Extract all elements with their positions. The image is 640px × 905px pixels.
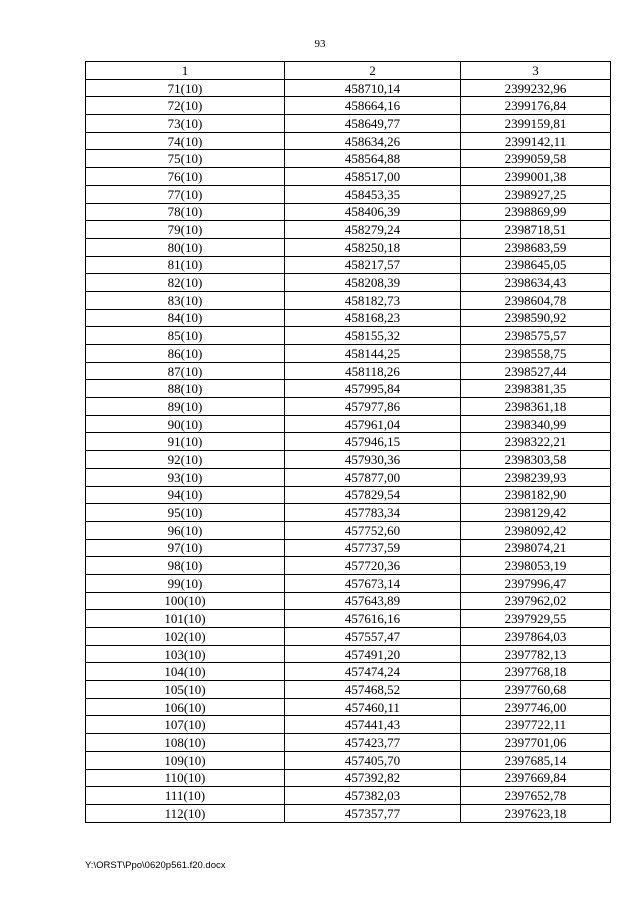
point-id-cell: 100(10) (86, 592, 285, 610)
table-row (86, 203, 611, 221)
x-coordinate-cell: 457961,04 (285, 415, 461, 433)
x-coordinate-cell: 457829,54 (285, 486, 461, 504)
point-id-cell: 75(10) (86, 150, 285, 168)
x-coordinate-cell: 457405,70 (285, 751, 461, 769)
point-id-cell: 108(10) (86, 734, 285, 752)
y-coordinate-cell: 2399176,84 (461, 97, 611, 115)
table-row (86, 557, 611, 575)
point-id-cell: 89(10) (86, 398, 285, 416)
table-row (86, 521, 611, 539)
x-coordinate-cell: 457557,47 (285, 628, 461, 646)
point-id-cell: 102(10) (86, 628, 285, 646)
table-row (86, 362, 611, 380)
point-id-cell: 101(10) (86, 610, 285, 628)
table-row (86, 804, 611, 822)
x-coordinate-cell: 457491,20 (285, 645, 461, 663)
x-coordinate-cell: 458168,23 (285, 309, 461, 327)
y-coordinate-cell: 2397768,18 (461, 663, 611, 681)
y-coordinate-cell: 2397996,47 (461, 574, 611, 592)
x-coordinate-cell: 458406,39 (285, 203, 461, 221)
point-id-cell: 103(10) (86, 645, 285, 663)
y-coordinate-cell: 2399159,81 (461, 115, 611, 133)
y-coordinate-cell: 2399142,11 (461, 132, 611, 150)
table-row (86, 698, 611, 716)
x-coordinate-cell: 458649,77 (285, 115, 461, 133)
point-id-cell: 107(10) (86, 716, 285, 734)
footer-file-path: Y:\ORST\Ppo\0620p561.f20.docx (85, 860, 226, 871)
point-id-cell: 88(10) (86, 380, 285, 398)
table-row (86, 115, 611, 133)
y-coordinate-cell: 2398558,75 (461, 345, 611, 363)
point-id-cell: 110(10) (86, 769, 285, 787)
x-coordinate-cell: 457995,84 (285, 380, 461, 398)
x-coordinate-cell: 457357,77 (285, 804, 461, 822)
point-id-cell: 92(10) (86, 451, 285, 469)
x-coordinate-cell: 457946,15 (285, 433, 461, 451)
point-id-cell: 83(10) (86, 291, 285, 309)
table-row (86, 433, 611, 451)
x-coordinate-cell: 458634,26 (285, 132, 461, 150)
x-coordinate-cell: 457460,11 (285, 698, 461, 716)
y-coordinate-cell: 2398381,35 (461, 380, 611, 398)
table-row (86, 309, 611, 327)
x-coordinate-cell: 457720,36 (285, 557, 461, 575)
x-coordinate-cell: 458208,39 (285, 274, 461, 292)
table-row (86, 681, 611, 699)
table-row (86, 645, 611, 663)
table-row (86, 574, 611, 592)
y-coordinate-cell: 2398053,19 (461, 557, 611, 575)
y-coordinate-cell: 2397652,78 (461, 787, 611, 805)
point-id-cell: 80(10) (86, 238, 285, 256)
point-id-cell: 109(10) (86, 751, 285, 769)
y-coordinate-cell: 2398340,99 (461, 415, 611, 433)
point-id-cell: 78(10) (86, 203, 285, 221)
y-coordinate-cell: 2397623,18 (461, 804, 611, 822)
y-coordinate-cell: 2398361,18 (461, 398, 611, 416)
y-coordinate-cell: 2397962,02 (461, 592, 611, 610)
table-row (86, 398, 611, 416)
table-row (86, 592, 611, 610)
x-coordinate-cell: 458564,88 (285, 150, 461, 168)
table-row (86, 504, 611, 522)
x-coordinate-cell: 458144,25 (285, 345, 461, 363)
point-id-cell: 91(10) (86, 433, 285, 451)
point-id-cell: 86(10) (86, 345, 285, 363)
point-id-cell: 104(10) (86, 663, 285, 681)
table-row (86, 327, 611, 345)
table-row (86, 663, 611, 681)
y-coordinate-cell: 2398129,42 (461, 504, 611, 522)
table-row (86, 97, 611, 115)
point-id-cell: 96(10) (86, 521, 285, 539)
point-id-cell: 72(10) (86, 97, 285, 115)
x-coordinate-cell: 458710,14 (285, 79, 461, 97)
table-body (86, 79, 611, 822)
point-id-cell: 79(10) (86, 221, 285, 239)
column-header-1: 1 (86, 62, 285, 80)
x-coordinate-cell: 457468,52 (285, 681, 461, 699)
point-id-cell: 99(10) (86, 574, 285, 592)
y-coordinate-cell: 2398239,93 (461, 468, 611, 486)
table-header-row (86, 62, 611, 80)
table-row (86, 415, 611, 433)
x-coordinate-cell: 458118,26 (285, 362, 461, 380)
point-id-cell: 112(10) (86, 804, 285, 822)
x-coordinate-cell: 457977,86 (285, 398, 461, 416)
table-row (86, 79, 611, 97)
x-coordinate-cell: 458453,35 (285, 185, 461, 203)
x-coordinate-cell: 457423,77 (285, 734, 461, 752)
y-coordinate-cell: 2398683,59 (461, 238, 611, 256)
x-coordinate-cell: 458664,16 (285, 97, 461, 115)
y-coordinate-cell: 2398634,43 (461, 274, 611, 292)
x-coordinate-cell: 458250,18 (285, 238, 461, 256)
y-coordinate-cell: 2397722,11 (461, 716, 611, 734)
point-id-cell: 76(10) (86, 168, 285, 186)
table-row (86, 168, 611, 186)
point-id-cell: 71(10) (86, 79, 285, 97)
table-row (86, 345, 611, 363)
x-coordinate-cell: 458217,57 (285, 256, 461, 274)
y-coordinate-cell: 2398718,51 (461, 221, 611, 239)
x-coordinate-cell: 457930,36 (285, 451, 461, 469)
table-row (86, 185, 611, 203)
table-row (86, 132, 611, 150)
y-coordinate-cell: 2399001,38 (461, 168, 611, 186)
y-coordinate-cell: 2398575,57 (461, 327, 611, 345)
table-row (86, 751, 611, 769)
point-id-cell: 77(10) (86, 185, 285, 203)
x-coordinate-cell: 457737,59 (285, 539, 461, 557)
page-number: 93 (314, 38, 326, 50)
table-row (86, 380, 611, 398)
x-coordinate-cell: 457783,34 (285, 504, 461, 522)
x-coordinate-cell: 458279,24 (285, 221, 461, 239)
y-coordinate-cell: 2398182,90 (461, 486, 611, 504)
y-coordinate-cell: 2397669,84 (461, 769, 611, 787)
y-coordinate-cell: 2397685,14 (461, 751, 611, 769)
table-row (86, 256, 611, 274)
x-coordinate-cell: 457877,00 (285, 468, 461, 486)
point-id-cell: 106(10) (86, 698, 285, 716)
x-coordinate-cell: 457643,89 (285, 592, 461, 610)
point-id-cell: 82(10) (86, 274, 285, 292)
table-row (86, 238, 611, 256)
y-coordinate-cell: 2398604,78 (461, 291, 611, 309)
y-coordinate-cell: 2398303,58 (461, 451, 611, 469)
table-row (86, 291, 611, 309)
point-id-cell: 105(10) (86, 681, 285, 699)
y-coordinate-cell: 2397782,13 (461, 645, 611, 663)
point-id-cell: 81(10) (86, 256, 285, 274)
point-id-cell: 87(10) (86, 362, 285, 380)
column-header-3: 3 (461, 62, 611, 80)
table-row (86, 787, 611, 805)
coordinates-table (85, 61, 611, 823)
x-coordinate-cell: 458155,32 (285, 327, 461, 345)
x-coordinate-cell: 457752,60 (285, 521, 461, 539)
y-coordinate-cell: 2398869,99 (461, 203, 611, 221)
table-row (86, 769, 611, 787)
y-coordinate-cell: 2398322,21 (461, 433, 611, 451)
table-row (86, 486, 611, 504)
point-id-cell: 98(10) (86, 557, 285, 575)
y-coordinate-cell: 2397929,55 (461, 610, 611, 628)
point-id-cell: 73(10) (86, 115, 285, 133)
x-coordinate-cell: 457673,14 (285, 574, 461, 592)
y-coordinate-cell: 2399059,58 (461, 150, 611, 168)
y-coordinate-cell: 2399232,96 (461, 79, 611, 97)
x-coordinate-cell: 457382,03 (285, 787, 461, 805)
table-row (86, 468, 611, 486)
point-id-cell: 84(10) (86, 309, 285, 327)
point-id-cell: 111(10) (86, 787, 285, 805)
point-id-cell: 74(10) (86, 132, 285, 150)
table-row (86, 221, 611, 239)
x-coordinate-cell: 458517,00 (285, 168, 461, 186)
y-coordinate-cell: 2397864,03 (461, 628, 611, 646)
table-row (86, 539, 611, 557)
table-row (86, 274, 611, 292)
point-id-cell: 93(10) (86, 468, 285, 486)
y-coordinate-cell: 2398645,05 (461, 256, 611, 274)
table-row (86, 150, 611, 168)
y-coordinate-cell: 2398092,42 (461, 521, 611, 539)
y-coordinate-cell: 2398590,92 (461, 309, 611, 327)
table-row (86, 610, 611, 628)
y-coordinate-cell: 2397760,68 (461, 681, 611, 699)
y-coordinate-cell: 2397746,00 (461, 698, 611, 716)
y-coordinate-cell: 2398074,21 (461, 539, 611, 557)
x-coordinate-cell: 457441,43 (285, 716, 461, 734)
point-id-cell: 95(10) (86, 504, 285, 522)
point-id-cell: 94(10) (86, 486, 285, 504)
table-row (86, 628, 611, 646)
x-coordinate-cell: 457616,16 (285, 610, 461, 628)
y-coordinate-cell: 2398927,25 (461, 185, 611, 203)
x-coordinate-cell: 457392,82 (285, 769, 461, 787)
x-coordinate-cell: 457474,24 (285, 663, 461, 681)
point-id-cell: 90(10) (86, 415, 285, 433)
column-header-2: 2 (285, 62, 461, 80)
x-coordinate-cell: 458182,73 (285, 291, 461, 309)
y-coordinate-cell: 2397701,06 (461, 734, 611, 752)
point-id-cell: 97(10) (86, 539, 285, 557)
y-coordinate-cell: 2398527,44 (461, 362, 611, 380)
point-id-cell: 85(10) (86, 327, 285, 345)
table-row (86, 716, 611, 734)
table-row (86, 451, 611, 469)
table-row (86, 734, 611, 752)
